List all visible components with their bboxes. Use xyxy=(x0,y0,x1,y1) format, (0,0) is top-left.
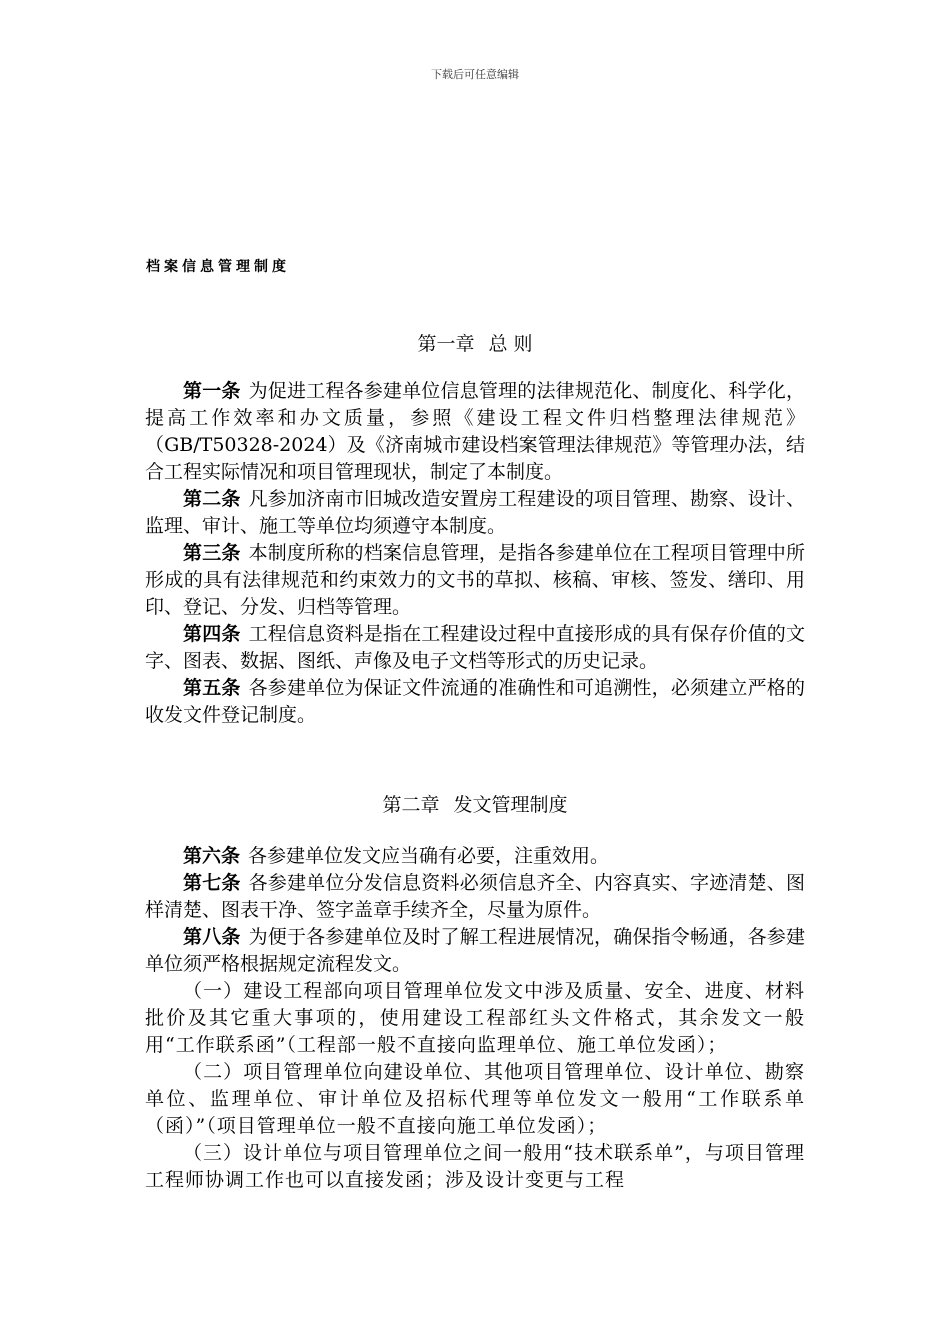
chapter-1-heading xyxy=(0,329,950,356)
article-paragraph xyxy=(145,621,805,675)
article-label: 第一条 xyxy=(183,380,241,402)
article-label: 第三条 xyxy=(183,542,241,564)
article-text: 凡参加济南市旧城改造安置房工程建设的项目管理、勘察、设计、监理、审计、施工等单位均须遵守本制度。 xyxy=(145,488,805,537)
list-item: （一）建设工程部向项目管理单位发文中涉及质量、安全、进度、材料批价及其它重大事项的，使用建设工程部红头文件格式，其余发文一般用“工作联系函”（工程部一般不直接向监理单位、施工单位发函）； xyxy=(145,980,805,1056)
article-paragraph xyxy=(145,486,805,540)
article-label: 第六条 xyxy=(183,845,241,867)
article-text: 为便于各参建单位及时了解工程进展情况，确保指令畅通，各参建单位须严格根据规定流程发文。 xyxy=(145,926,805,975)
article-paragraph xyxy=(145,843,805,870)
article-text: 为促进工程各参建单位信息管理的法律规范化、制度化、科学化，提高工作效率和办文质量，参照《建设工程文件归档整理法律规范》（GB/T50328-2024）及《济南城市建设档案管理法律规范》等管理办法，结合工程实际情况和项目管理现状，制定了本制度。 xyxy=(145,380,805,483)
chapter-title: 发文管理制度 xyxy=(453,794,568,816)
article-label: 第八条 xyxy=(183,926,241,948)
chapter-title: 总 则 xyxy=(488,333,533,355)
article-label: 第五条 xyxy=(183,677,241,699)
article-paragraph xyxy=(145,378,805,486)
article-label: 第四条 xyxy=(183,623,241,645)
chapter-number: 第二章 xyxy=(382,794,440,816)
header-note: 下载后可任意编辑 xyxy=(431,68,519,81)
article-text: 各参建单位分发信息资料必须信息齐全、内容真实、字迹清楚、图样清楚、图表干净、签字盖章手续齐全，尽量为原件。 xyxy=(145,872,805,921)
article-paragraph xyxy=(145,540,805,621)
list-item: （三）设计单位与项目管理单位之间一般用“技术联系单”，与项目管理工程师协调工作也可以直接发函；涉及设计变更与工程 xyxy=(145,1142,805,1191)
document-title: 档案信息管理制度 xyxy=(146,259,290,275)
article-text: 各参建单位发文应当确有必要，注重效用。 xyxy=(248,845,610,867)
article-label: 第二条 xyxy=(183,488,241,510)
chapter-number: 第一章 xyxy=(417,333,475,355)
article-paragraph xyxy=(145,675,805,729)
list-item: （二）项目管理单位向建设单位、其他项目管理单位、设计单位、勘察单位、监理单位、审计单位及招标代理等单位发文一般用“工作联系单（函）”（项目管理单位一般不直接向施工单位发函）； xyxy=(145,1061,805,1137)
chapter-2-heading xyxy=(0,790,950,817)
chapter-1-body xyxy=(145,378,805,729)
article-text: 工程信息资料是指在工程建设过程中直接形成的具有保存价值的文字、图表、数据、图纸、声像及电子文档等形式的历史记录。 xyxy=(145,623,805,672)
article-text: 本制度所称的档案信息管理，是指各参建单位在工程项目管理中所形成的具有法律规范和约束效力的文书的草拟、核稿、审核、签发、缮印、用印、登记、分发、归档等管理。 xyxy=(145,542,805,618)
article-label: 第七条 xyxy=(183,872,241,894)
article-paragraph xyxy=(145,870,805,924)
article-text: 各参建单位为保证文件流通的准确性和可追溯性，必须建立严格的收发文件登记制度。 xyxy=(145,677,805,726)
chapter-2-body xyxy=(145,843,805,1194)
article-paragraph xyxy=(145,924,805,978)
